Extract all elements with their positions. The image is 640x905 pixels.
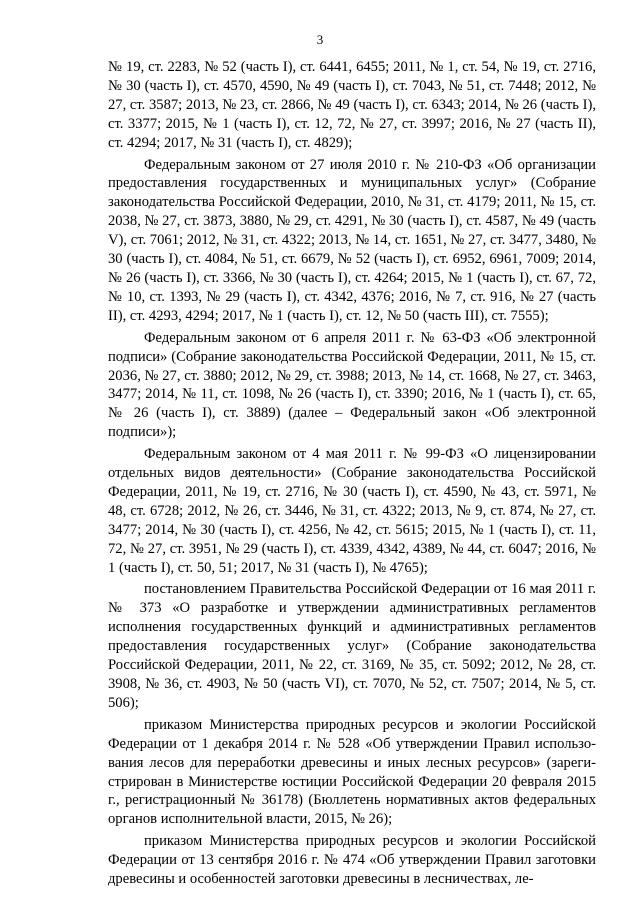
paragraph-federal-law-210-fz: Федеральным законом от 27 июля 2010 г. № 210-ФЗ «Об организации предоставления государственных и муниципальных услуг» (Собрание законодательства Российской Федерации, 2010, № 31, ст. 4179; 2011, № 15, ст. 2038, № 27, ст. 3873, 3880, № 29, ст. 4291, № 30 (часть I), ст. 4587, № 49 (часть V), ст. 7061; 2012, № 31, ст. 4322; 2013, № 14, ст. 1651, № 27, ст. 3477, 3480, № 30 (часть I), ст. 4084, № 51, ст. 6679, № 52 (часть I), ст. 6952, 6961, 7009; 2014, № 26 (часть I), ст. 3366, № 30 (часть I), ст. 4264; 2015, № 1 (часть I), ст. 67, 72, № 10, ст. 1393, № 29 (часть I), ст. 4342, 4376; 2016, № 7, ст. 916, № 27 (часть II), ст. 4293, 4294; 2017, № 1 (часть I), ст. 12, № 50 (часть III), ст. 7555); bbox=[108, 156, 596, 324]
document-body bbox=[108, 58, 596, 892]
paragraph-government-resolution-373: постановлением Правительства Российской Федерации от 16 мая 2011 г. № 373 «О разработке и утверждении административных регламентов исполнения государственных функций и административных регламентов предоставления государственных услуг» (Собрание законодательства Российской Федерации, 2011, № 22, ст. 3169, № 35, ст. 5092; 2012, № 28, ст. 3908, № 36, ст. 4903, № 50 (часть VI), ст. 7070, № 52, ст. 7507; 2014, № 5, ст. 506); bbox=[108, 581, 596, 711]
page-number: 3 bbox=[316, 32, 324, 47]
paragraph-federal-law-99-fz: Федеральным законом от 4 мая 2011 г. № 99-ФЗ «О лицензировании отдельных видов деятельности» (Собрание законодательства Российской Федерации, 2011, № 19, ст. 2716, № 30 (часть I), ст. 4590, № 43, ст. 5971, № 48, ст. 6728; 2012, № 26, ст. 3446, № 31, ст. 4322; 2013, № 9, ст. 874, № 27, ст. 3477; 2014, № 30 (часть I), ст. 4256, № 42, ст. 5615; 2015, № 1 (часть I), ст. 11, 72, № 27, ст. 3951, № 29 (часть I), ст. 4339, 4342, 4389, № 44, ст. 6047; 2016, № 1 (часть I), ст. 50, 51; 2017, № 31 (часть I), № 4765); bbox=[108, 446, 596, 576]
paragraph-ministry-order-474: приказом Министерства природных ресурсов и экологии Российской Федерации от 13 сентября 2016 г. № 474 «Об утверждении Правил заготовки древесины и особенностей заготовки древесины в лесничествах, ле- bbox=[108, 833, 596, 888]
paragraph-ministry-order-528: приказом Министерства природных ресурсов и экологии Российской Федерации от 1 декабря 2014 г. № 528 «Об утверждении Правил использования лесов для переработки древесины и иных лесных ресурсов» (зарегистрирован в Министерстве юстиции Российской Федерации 20 февраля 2015 г., регистрационный № 36178) (Бюллетень нормативных актов федеральных органов исполнительной власти, 2015, № 26); bbox=[108, 716, 596, 828]
paragraph-legislation-continuation: № 19, ст. 2283, № 52 (часть I), ст. 6441, 6455; 2011, № 1, ст. 54, № 19, ст. 2716, № 30 (часть I), ст. 4570, 4590, № 49 (часть I), ст. 7043, № 51, ст. 7448; 2012, № 27, ст. 3587; 2013, № 23, ст. 2866, № 49 (часть I), ст. 6343; 2014, № 26 (часть I), ст. 3377; 2015, № 1 (часть I), ст. 12, 72, № 27, ст. 3997; 2016, № 27 (часть II), ст. 4294; 2017, № 31 (часть I), ст. 4829); bbox=[108, 59, 596, 151]
paragraph-federal-law-63-fz: Федеральным законом от 6 апреля 2011 г. № 63-ФЗ «Об электронной подписи» (Собрание законодательства Российской Федерации, 2011, № 15, ст. 2036, № 27, ст. 3880; 2012, № 29, ст. 3988; 2013, № 14, ст. 1668, № 27, ст. 3463, 3477; 2014, № 11, ст. 1098, № 26 (часть I), ст. 3390; 2016, № 1 (часть I), ст. 65, № 26 (часть I), ст. 3889) (далее – Федеральный закон «Об электронной подписи»); bbox=[108, 329, 596, 441]
